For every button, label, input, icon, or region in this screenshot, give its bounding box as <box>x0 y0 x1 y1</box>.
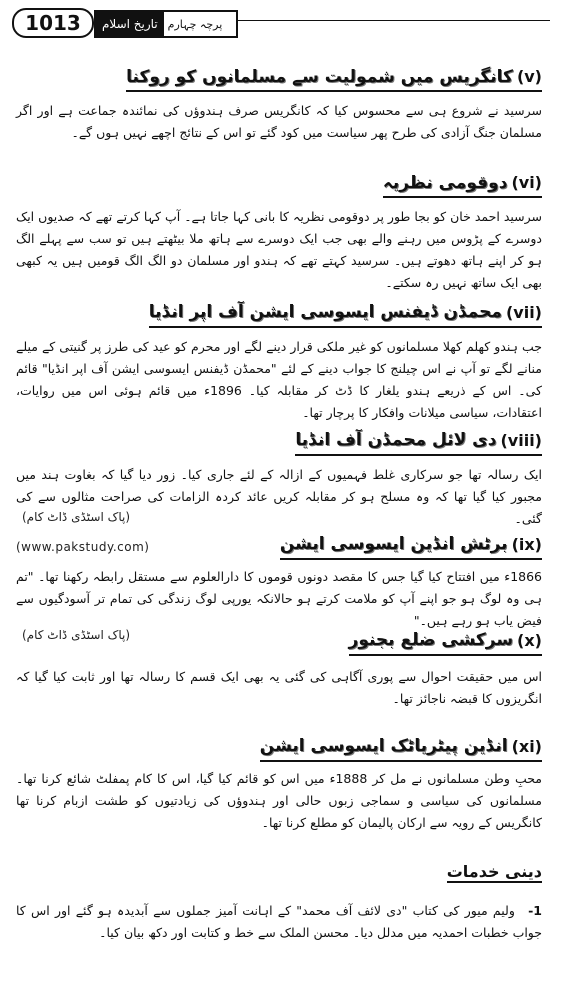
dini-item-text: ولیم میور کی کتاب "دی لائف آف محمد" کے اہانت آمیز جملوں سے آبدیدہ ہو گئے اور اس کا جواب خطبات احمدیہ میں مدلل دیا۔ محسن الملک سے خط و کتابت اور دکھ بیان کیا۔ <box>16 903 542 940</box>
page-header <box>10 6 550 38</box>
section-body-v: سرسید نے شروع ہی سے محسوس کیا کہ کانگریس صرف ہندوؤں کی نمائندہ جماعت ہے اور اگر مسلمان جنگ آزادی کی طرح پھر سیاست میں کود گئے تو اس کے نتائج اچھے نہیں ہوں گے۔ <box>16 103 542 140</box>
section-heading-ix <box>280 530 542 560</box>
watermark-urdu: (پاک اسٹڈی ڈاٹ کام) <box>22 510 131 524</box>
section-body-x: اس میں حقیقت احوال سے پوری آگاہی کی گئی یہ بھی ایک قسم کا رسالہ تھا اور ثابت کیا گیا کہ انگریزوں کا قبضہ ناجائز تھا۔ <box>16 669 542 706</box>
section-body-ix: 1866ء میں افتتاح کیا گیا جس کا مقصد دونوں قوموں کا دارالعلوم سے مستقل رابطہ رکھنا تھا۔ "تم ہی وہ لوگ ہو جو اپنے آپ کو ملامت کرتے ہو حالانکہ یورپی لوگ زندگی کی تمام تر آسودگیوں سے فیض یاب ہو رہے ہیں۔" <box>16 569 542 628</box>
section-title: برٹش انڈین ایسوسی ایشن <box>279 534 508 554</box>
section-title: سرکشی ضلع بجنور <box>348 630 514 650</box>
paper-label: پرچہ چہارم <box>167 17 223 31</box>
section-heading-viii <box>295 426 542 456</box>
section-number: (viii) <box>500 430 542 450</box>
dini-heading: دینی خدمات <box>446 862 542 881</box>
section-title: محمڈن ڈیفنس ایسوسی ایشن آف اپر انڈیا <box>148 302 502 322</box>
section-heading-x <box>349 626 542 656</box>
dini-item <box>16 900 542 944</box>
section-title: دوقومی نظریہ <box>382 172 508 193</box>
watermark-urdu: (پاک اسٹڈی ڈاٹ کام) <box>22 628 131 642</box>
section-body-vi: سرسید احمد خان کو بجا طور پر دوقومی نظریہ کا بانی کہا جاتا ہے۔ آپ کہا کرتے تھے کہ صدیوں ایک دوسرے کے پڑوس میں رہنے والے بھی جب ایک دوسرے سے ہاتھ ملا بیٹھتے ہیں تو سب سے پہلے الگ ہو کر اپنے ہاتھ دھوتے ہیں۔ سرسید کہتے تھے کہ ہندو اور مسلمان دو الگ الگ قومیں ہیں یہ کبھی بھی ایک ساتھ نہیں رہ سکتے۔ <box>16 209 542 290</box>
header-rule <box>238 20 550 21</box>
section-heading-v <box>126 62 542 92</box>
section-number: (vi) <box>511 172 542 192</box>
section-number: (v) <box>516 66 542 86</box>
section-body-xi: محبِ وطن مسلمانوں نے مل کر 1888ء میں اس کو قائم کیا گیا، اس کا کام پمفلٹ شائع کرنا تھا۔ مسلمانوں کی سیاسی و سماجی زبوں حالی اور ہندوؤں کی زیادتیوں کو طشت ازبام کرنا تھا کانگریس کے رویہ سے ارکان پالیمان کو مطلع کرنا تھا۔ <box>16 771 542 830</box>
section-number: (vii) <box>505 302 542 322</box>
section-number: (ix) <box>511 534 542 554</box>
section-title: کانگریس میں شمولیت سے مسلمانوں کو روکنا <box>126 66 513 87</box>
header-banner <box>94 10 238 38</box>
section-title: انڈین پیٹریاٹک ایسوسی ایشن <box>259 736 508 756</box>
dini-item-number: -1 <box>528 903 542 918</box>
section-number: (xi) <box>511 736 542 756</box>
section-title: دی لائل محمڈن آف انڈیا <box>295 430 497 450</box>
section-heading-vii <box>149 298 542 328</box>
section-body-vii: جب ہندو کھلم کھلا مسلمانوں کو غیر ملکی قرار دینے لگے اور محرم کو عید کی طرز پر گنیتی کے میلے منانے لگے تو آپ نے اس چیلنج کا جواب دینے کے لئے "محمڈن ڈیفنس ایسوسی ایشن آف اپر انڈیا" قائم کی۔ اس کے ذریعے ہندو یلغار کا ڈٹ کر مقابلہ کیا۔ 1896ء میں قائم ہوئی اس میں روایات، اعتقادات، سیاسی میلانات وافکار کا پرچار تھا۔ <box>16 339 542 420</box>
page-number: 1013 <box>12 8 94 38</box>
section-heading-vi <box>383 168 542 198</box>
section-heading-xi <box>260 732 542 762</box>
book-title: تاریخ اسلام <box>96 12 164 36</box>
section-number: (x) <box>517 630 542 650</box>
watermark-english: (www.pakstudy.com) <box>16 540 150 554</box>
section-body-viii: ایک رسالہ تھا جو سرکاری غلط فہمیوں کے ازالہ کے لئے جاری کیا۔ زور دیا گیا کہ بغاوت ہند میں مجبور کیا گیا تھا کہ وہ مسلح ہو کر مقابلہ کریں عائد کردہ الزامات کی صراحت مثالوں سے کی گئی۔ <box>16 467 542 526</box>
